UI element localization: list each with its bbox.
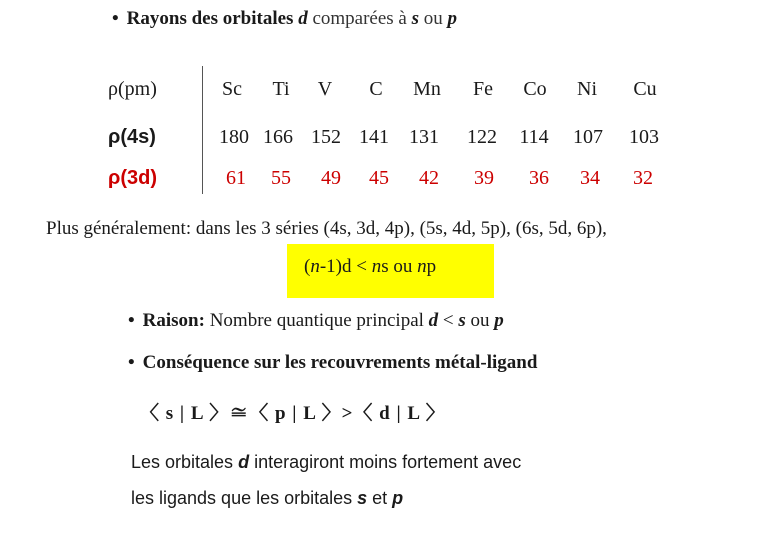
- value-cell: 42: [419, 167, 439, 189]
- raison-lt: <: [438, 310, 459, 331]
- consequence-text: Conséquence sur les recouvrements métal-ligand: [142, 352, 538, 373]
- slide-title: [112, 8, 457, 30]
- orbital-inequality: [304, 256, 436, 278]
- element-cell: Ni: [577, 78, 597, 100]
- element-cell: Co: [523, 78, 547, 100]
- conclusion-1b: interagiront moins fortement avec: [249, 452, 522, 472]
- conclusion-2b: et: [367, 488, 393, 508]
- conclusion-2p: p: [392, 488, 404, 508]
- value-cell: 34: [580, 167, 600, 189]
- element-cell: Mn: [413, 78, 441, 100]
- ineq-open: (: [304, 256, 311, 277]
- value-cell: 166: [263, 126, 293, 148]
- element-cell: Fe: [473, 78, 493, 100]
- table-divider: [202, 66, 203, 194]
- consequence-line: [128, 352, 537, 374]
- title-p: p: [447, 8, 458, 29]
- value-cell: 55: [271, 167, 291, 189]
- raison-text: Nombre quantique principal: [204, 310, 429, 331]
- ineq-n3: n: [417, 256, 427, 277]
- value-cell: 141: [359, 126, 389, 148]
- value-cell: 39: [474, 167, 494, 189]
- title-part1: Rayons des orbitales: [126, 8, 299, 29]
- overlap-relation: 〈 s | L 〉≅〈 p | L 〉>〈 d | L 〉: [140, 403, 446, 424]
- value-cell: 122: [467, 126, 497, 148]
- row-label-4s: ρ(4s): [108, 126, 156, 148]
- title-bullet: •: [112, 8, 119, 29]
- title-part2: comparées à: [307, 8, 412, 29]
- value-cell: 61: [226, 167, 246, 189]
- value-cell: 45: [369, 167, 389, 189]
- conclusion-line-1: [131, 452, 521, 473]
- value-cell: 107: [573, 126, 603, 148]
- value-cell: 114: [519, 126, 549, 148]
- element-cell: Sc: [222, 78, 242, 100]
- element-cell: Cu: [633, 78, 657, 100]
- raison-ou: ou: [465, 310, 495, 331]
- raison-label: Raison:: [142, 310, 205, 331]
- value-cell: 36: [529, 167, 549, 189]
- conclusion-1a: Les orbitales: [131, 452, 239, 472]
- consequence-bullet: •: [128, 352, 135, 373]
- element-cell: C: [369, 78, 383, 100]
- ineq-s: s ou: [381, 256, 418, 277]
- ineq-p: p: [426, 256, 437, 277]
- raison-d: d: [428, 310, 439, 331]
- ineq-n1: n: [310, 256, 320, 277]
- row-label-3d: ρ(3d): [108, 167, 158, 189]
- table-header-label: ρ(pm): [108, 78, 157, 100]
- conclusion-line-2: [131, 488, 403, 509]
- title-s: s: [411, 8, 420, 29]
- title-ou: ou: [419, 8, 448, 29]
- value-cell: 180: [219, 126, 249, 148]
- ineq-n2: n: [371, 256, 382, 277]
- raison-bullet: •: [128, 310, 135, 331]
- conclusion-2s: s: [357, 488, 368, 508]
- element-cell: Ti: [272, 78, 290, 100]
- value-cell: 103: [629, 126, 659, 148]
- value-cell: 49: [321, 167, 341, 189]
- title-d: d: [298, 8, 308, 29]
- value-cell: 152: [311, 126, 341, 148]
- conclusion-1d: d: [238, 452, 250, 472]
- value-cell: 32: [633, 167, 653, 189]
- general-statement: Plus généralement: dans les 3 séries (4s, 3d, 4p), (5s, 4d, 5p), (6s, 5d, 6p),: [46, 218, 607, 239]
- raison-line: [128, 310, 504, 332]
- raison-s: s: [458, 310, 466, 331]
- value-cell: 131: [409, 126, 439, 148]
- conclusion-2a: les ligands que les orbitales: [131, 488, 358, 508]
- ineq-mid: -1)d <: [319, 256, 372, 277]
- element-cell: V: [317, 78, 333, 100]
- raison-p: p: [494, 310, 504, 331]
